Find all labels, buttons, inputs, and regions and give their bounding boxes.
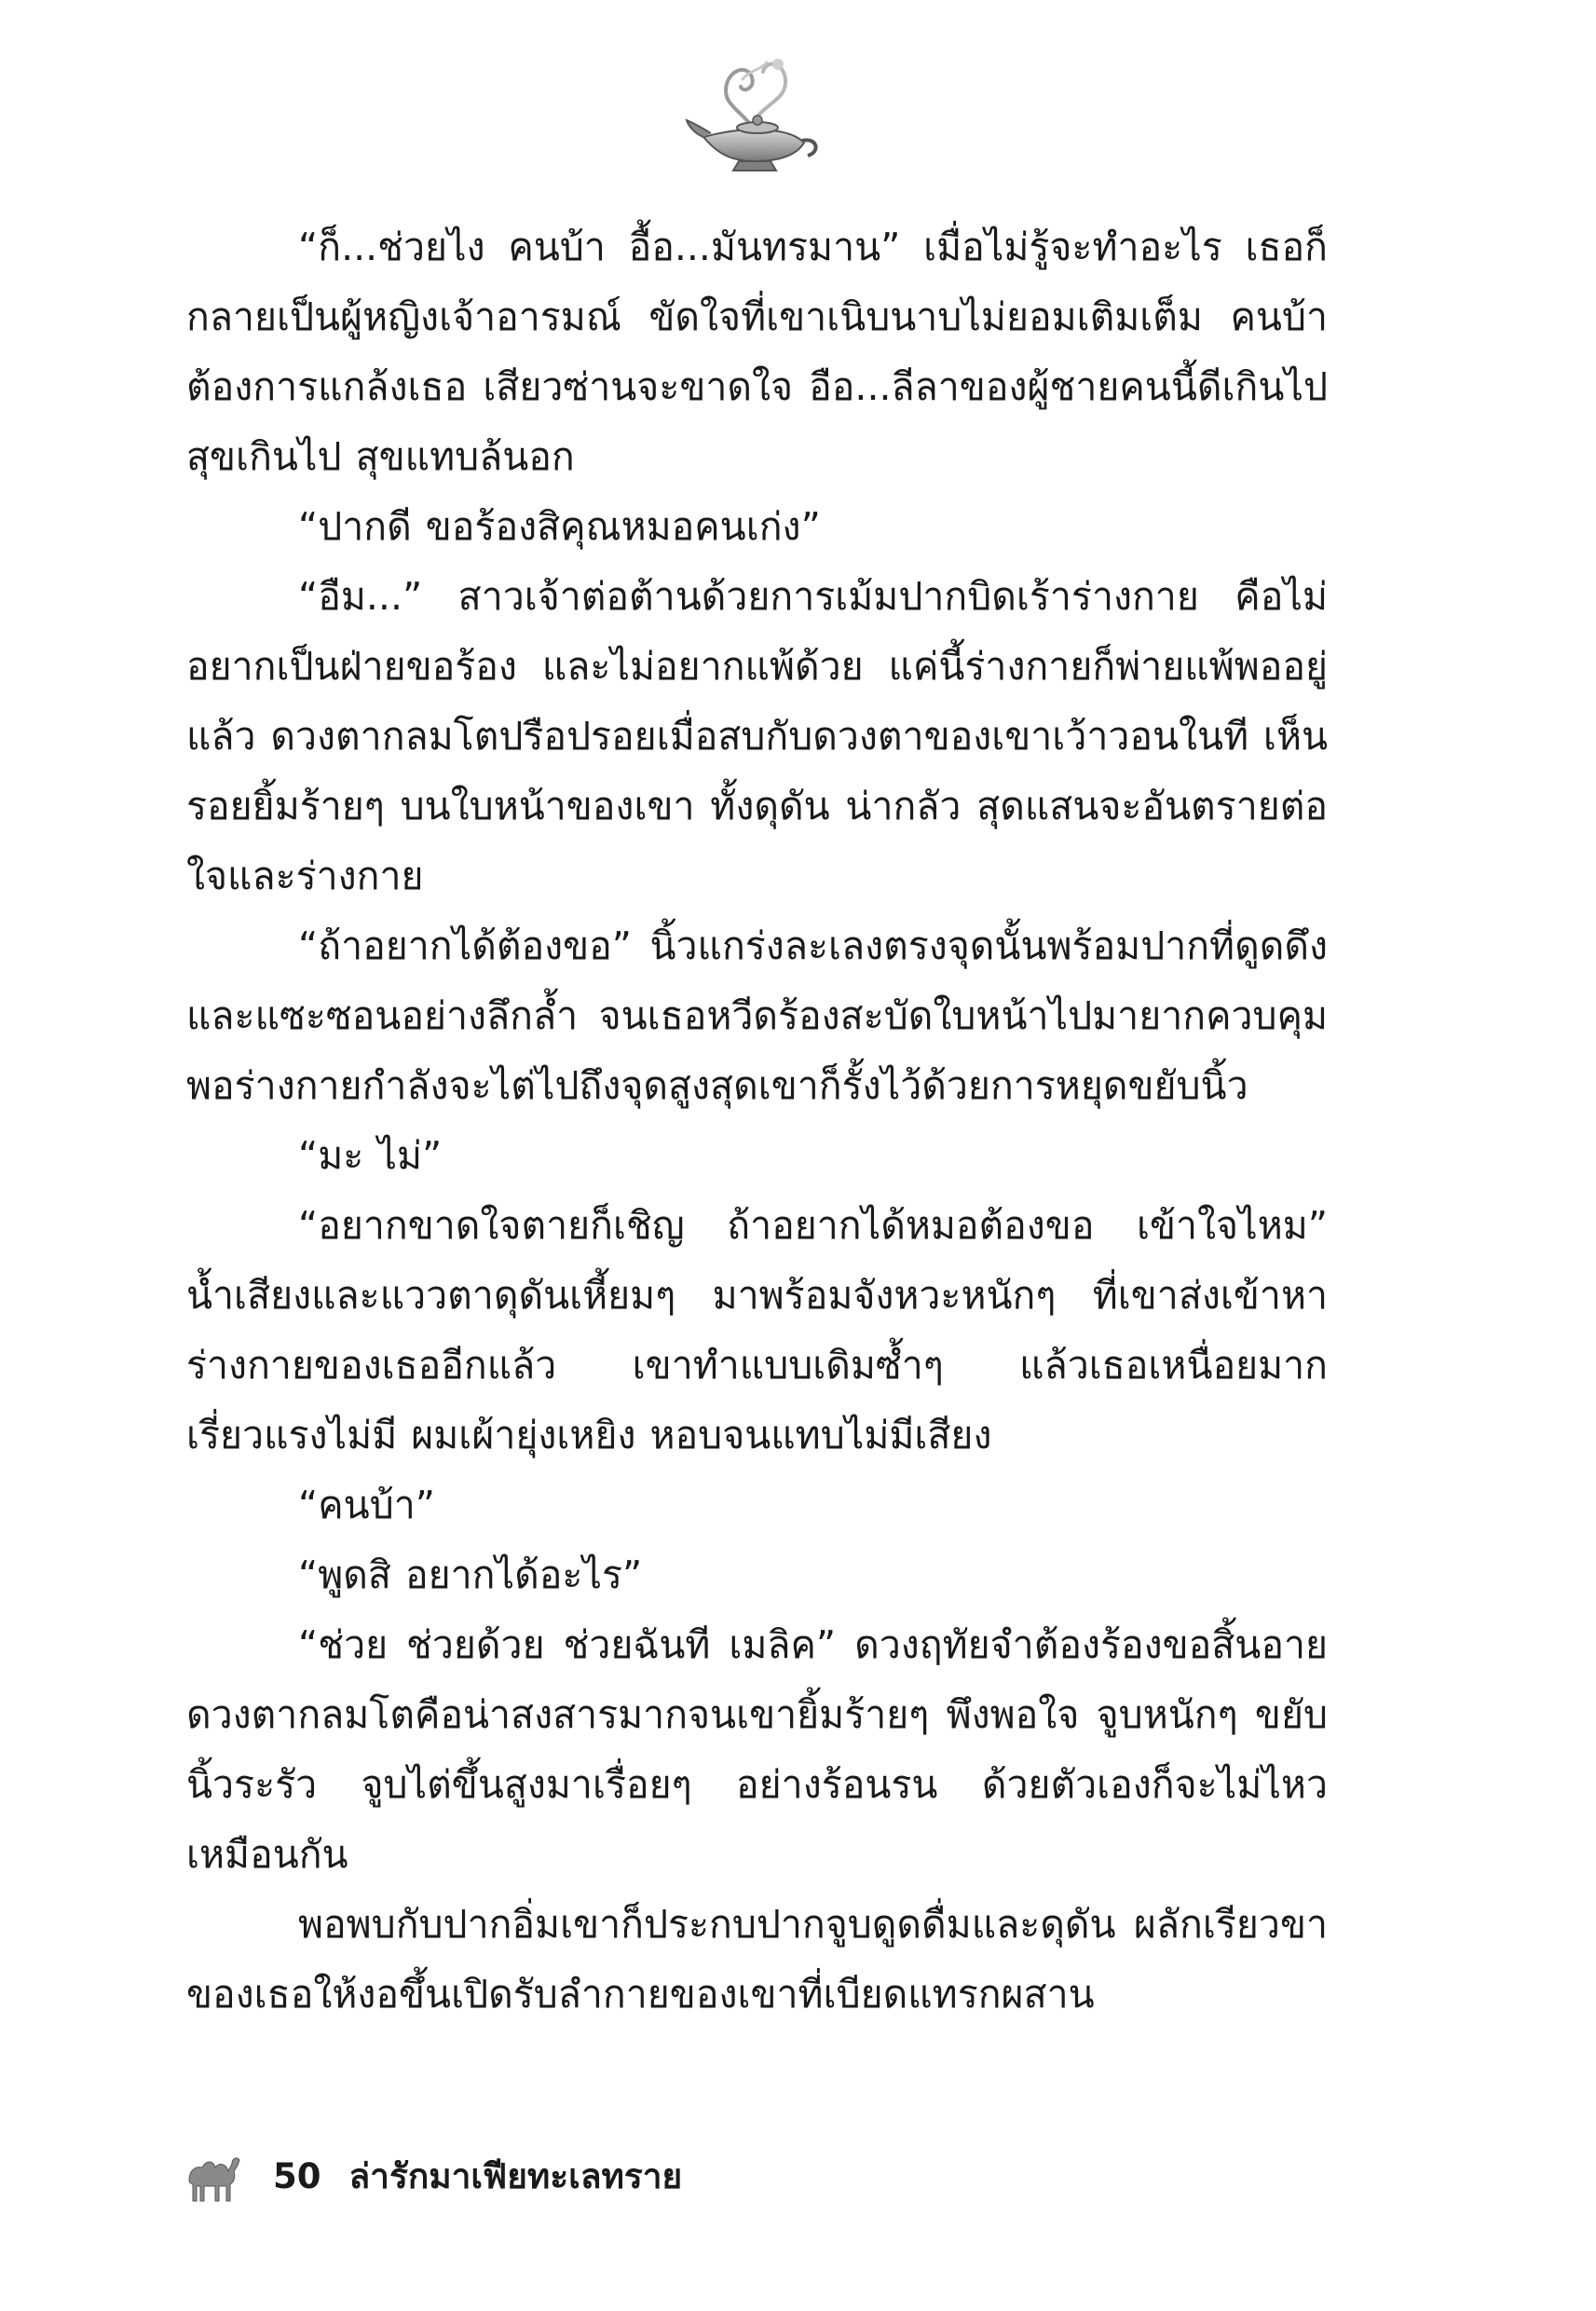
paragraph: “มะ ไม่” <box>298 1133 443 1178</box>
paragraph: “คนบ้า” <box>298 1483 435 1527</box>
paragraph: “อืม...” สาวเจ้าต่อต้านด้วยการเม้มปากบิดเร้าร่างกาย คือไม่อยากเป็นฝ่ายขอร้อง และไม่อยากแพ้ด้วย แค่นี้ร่างกายก็พ่ายแพ้พออยู่แล้ว ดวงตากลมโตปรือปรอยเมื่อสบกับดวงตาของเขาเว้าวอนในที เห็นรอยยิ้มร้ายๆ บนใบหน้าของเขา ทั้งดุดัน น่ากลัว สุดแสนจะอันตรายต่อใจและร่างกาย <box>186 574 1328 898</box>
paragraph: “พูดสิ อยากได้อะไร” <box>298 1552 643 1597</box>
genie-lamp-icon <box>685 51 825 177</box>
paragraph: “ถ้าอยากได้ต้องขอ” นิ้วแกร่งละเลงตรงจุดนั้นพร้อมปากที่ดูดดึงและแซะซอนอย่างลึกล้ำ จนเธอหวีดร้องสะบัดใบหน้าไปมายากควบคุม พอร่างกายกำลังจะไต่ไปถึงจุดสูงสุดเขาก็รั้งไว้ด้วยการหยุดขยับนิ้ว <box>186 923 1328 1108</box>
camel-icon <box>182 2143 247 2208</box>
body-text <box>186 212 1328 2030</box>
book-title: ล่ารักมาเฟียทะเลทราย <box>348 2155 683 2196</box>
paragraph: “อยากขาดใจตายก็เชิญ ถ้าอยากได้หมอต้องขอ เข้าใจไหม” น้ำเสียงและแววตาดุดันเหี้ยมๆ มาพร้อมจังหวะหนักๆ ที่เขาส่งเข้าหาร่างกายของเธออีกแล้ว เขาทำแบบเดิมซ้ำๆ แล้วเธอเหนื่อยมาก เรี่ยวแรงไม่มี ผมเผ้ายุ่งเหยิง หอบจนแทบไม่มีเสียง <box>186 1203 1328 1457</box>
page-number: 50 <box>273 2155 321 2196</box>
paragraph: “ช่วย ช่วยด้วย ช่วยฉันที เมลิค” ดวงฤทัยจำต้องร้องขอสิ้นอาย ดวงตากลมโตคือน่าสงสารมากจนเขายิ้มร้ายๆ พึงพอใจ จูบหนักๆ ขยับนิ้วระรัว จูบไต่ขึ้นสูงมาเรื่อยๆ อย่างร้อนรน ด้วยตัวเองก็จะไม่ไหวเหมือนกัน <box>186 1622 1328 1877</box>
paragraph: พอพบกับปากอิ่มเขาก็ประกบปากจูบดูดดื่มและดุดัน ผลักเรียวขาของเธอให้งอขึ้นเปิดรับลำกายของเขาที่เบียดแทรกผสาน <box>186 1902 1328 2017</box>
paragraph: “ก็...ช่วยไง คนบ้า อื้อ...มันทรมาน” เมื่อไม่รู้จะทำอะไร เธอก็กลายเป็นผู้หญิงเจ้าอารมณ์ ขัดใจที่เขาเนิบนาบไม่ยอมเติมเต็ม คนบ้าต้องการแกล้งเธอ เสียวซ่านจะขาดใจ อือ...ลีลาของผู้ชายคนนี้ดีเกินไปสุขเกินไป สุขแทบล้นอก <box>186 225 1328 479</box>
paragraph: “ปากดี ขอร้องสิคุณหมอคนเก่ง” <box>298 504 821 549</box>
page-footer <box>182 2134 834 2218</box>
